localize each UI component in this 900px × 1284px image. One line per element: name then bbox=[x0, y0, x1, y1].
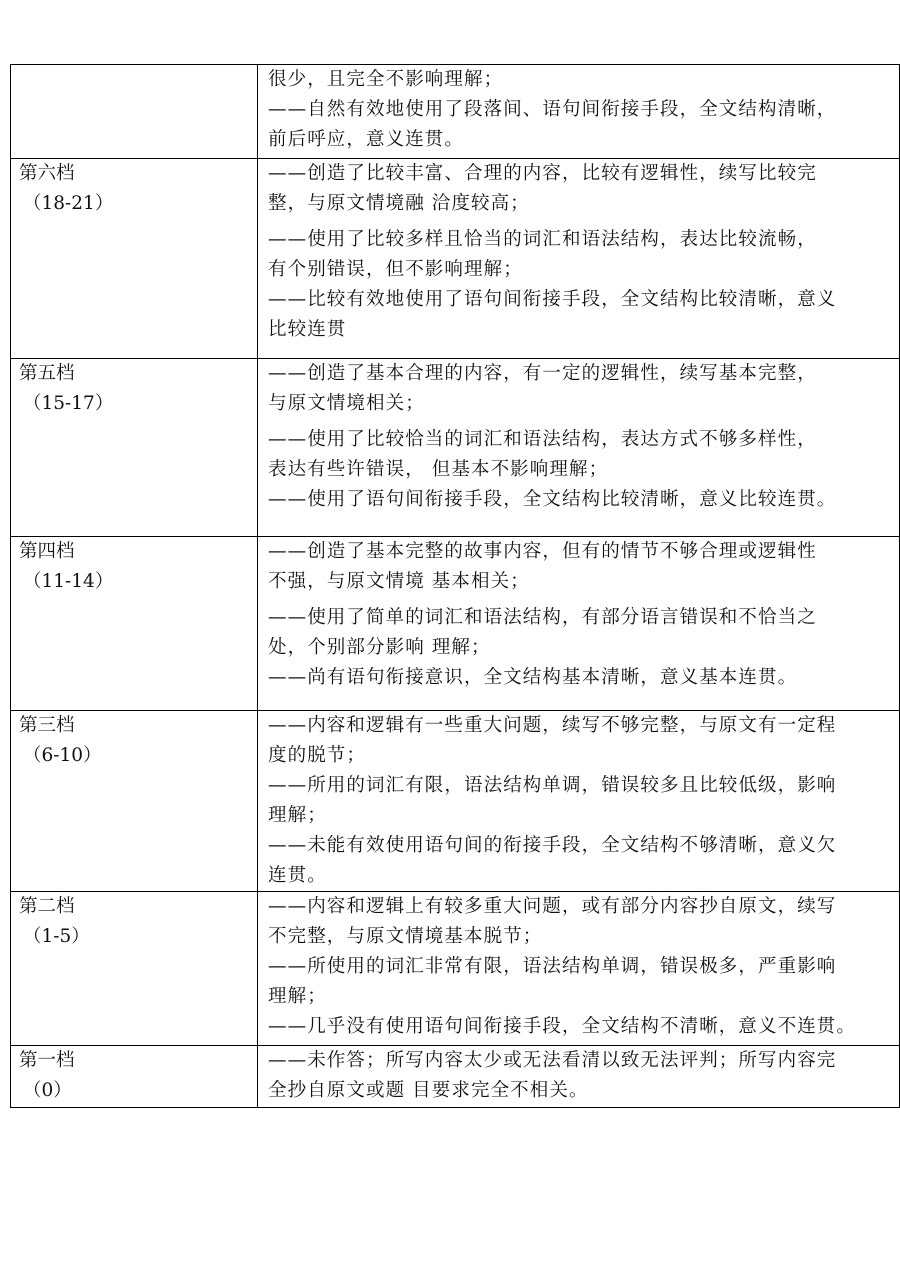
description-line: 很少，且完全不影响理解； bbox=[268, 69, 504, 90]
rubric-row-level-5 bbox=[11, 359, 900, 537]
level-name: 第五档 bbox=[19, 363, 75, 384]
description-line: 全抄自原文或题 目要求完全不相关。 bbox=[268, 1080, 589, 1101]
level-score-range: （18-21） bbox=[23, 193, 114, 214]
description-line: 理解； bbox=[268, 986, 327, 1007]
level-name: 第一档 bbox=[19, 1050, 75, 1071]
description-line: 前后呼应，意义连贯。 bbox=[268, 129, 465, 150]
description-line: 度的脱节； bbox=[268, 745, 367, 766]
description-line: ——几乎没有使用语句间衔接手段，全文结构不清晰，意义不连贯。 bbox=[268, 1016, 857, 1037]
description-line: 与原文情境相关； bbox=[268, 393, 425, 414]
level-cell bbox=[11, 159, 258, 359]
description-cell bbox=[258, 711, 900, 892]
level-name: 第二档 bbox=[19, 896, 75, 917]
level-name: 第三档 bbox=[19, 715, 75, 736]
description-line: 整，与原文情境融 洽度较高； bbox=[268, 193, 530, 214]
rubric-row-level-2 bbox=[11, 892, 900, 1046]
description-line: ——创造了基本合理的内容，有一定的逻辑性，续写基本完整， bbox=[268, 363, 817, 384]
description-cell bbox=[258, 1046, 900, 1108]
description-line: ——使用了比较恰当的词汇和语法结构，表达方式不够多样性， bbox=[268, 429, 817, 450]
description-cell bbox=[258, 359, 900, 537]
description-line: 有个别错误，但不影响理解； bbox=[268, 259, 523, 280]
description-line: ——内容和逻辑有一些重大问题，续写不够完整，与原文有一定程 bbox=[268, 715, 837, 736]
description-line: 不完整，与原文情境基本脱节； bbox=[268, 926, 543, 947]
description-line: ——未作答；所写内容太少或无法看清以致无法评判；所写内容完 bbox=[268, 1050, 837, 1071]
description-line: 处，个别部分影响 理解； bbox=[268, 637, 491, 658]
level-score-range: （0） bbox=[23, 1080, 72, 1101]
description-cell bbox=[258, 159, 900, 359]
rubric-row-level-3 bbox=[11, 711, 900, 892]
level-score-range: （1-5） bbox=[23, 926, 90, 947]
description-line: 表达有些许错误， 但基本不影响理解； bbox=[268, 459, 609, 480]
description-line: ——未能有效使用语句间的衔接手段，全文结构不够清晰，意义欠 bbox=[268, 835, 837, 856]
level-score-range: （15-17） bbox=[23, 393, 114, 414]
description-cell bbox=[258, 537, 900, 711]
description-line: 不强，与原文情境 基本相关； bbox=[268, 571, 530, 592]
level-name: 第六档 bbox=[19, 163, 75, 184]
level-name: 第四档 bbox=[19, 541, 75, 562]
description-line: ——自然有效地使用了段落间、语句间衔接手段，全文结构清晰， bbox=[268, 99, 837, 120]
description-cell bbox=[258, 892, 900, 1046]
level-score-range: （6-10） bbox=[23, 745, 102, 766]
description-line: 理解； bbox=[268, 805, 327, 826]
description-line: ——所使用的词汇非常有限，语法结构单调，错误极多，严重影响 bbox=[268, 956, 837, 977]
rubric-row-level-4 bbox=[11, 537, 900, 711]
scoring-rubric-table bbox=[10, 64, 900, 1108]
rubric-row-level-6 bbox=[11, 159, 900, 359]
level-cell bbox=[11, 65, 258, 159]
rubric-row-level-1 bbox=[11, 1046, 900, 1108]
description-line: ——比较有效地使用了语句间衔接手段，全文结构比较清晰，意义 bbox=[268, 289, 837, 310]
level-score-range: （11-14） bbox=[23, 571, 114, 592]
description-line: ——使用了简单的词汇和语法结构，有部分语言错误和不恰当之 bbox=[268, 607, 817, 628]
rubric-row-continued bbox=[11, 65, 900, 159]
description-line: ——创造了比较丰富、合理的内容，比较有逻辑性，续写比较完 bbox=[268, 163, 817, 184]
description-line: 比较连贯 bbox=[268, 319, 347, 340]
description-line: ——内容和逻辑上有较多重大问题，或有部分内容抄自原文，续写 bbox=[268, 896, 837, 917]
description-line: ——使用了语句间衔接手段，全文结构比较清晰，意义比较连贯。 bbox=[268, 489, 837, 510]
level-cell bbox=[11, 537, 258, 711]
description-line: ——创造了基本完整的故事内容，但有的情节不够合理或逻辑性 bbox=[268, 541, 817, 562]
description-line: ——尚有语句衔接意识，全文结构基本清晰，意义基本连贯。 bbox=[268, 667, 798, 688]
level-cell bbox=[11, 359, 258, 537]
level-cell bbox=[11, 711, 258, 892]
description-line: ——所用的词汇有限，语法结构单调，错误较多且比较低级，影响 bbox=[268, 775, 837, 796]
description-cell bbox=[258, 65, 900, 159]
description-line: 连贯。 bbox=[268, 865, 327, 886]
level-cell bbox=[11, 1046, 258, 1108]
description-line: ——使用了比较多样且恰当的词汇和语法结构，表达比较流畅， bbox=[268, 229, 817, 250]
level-cell bbox=[11, 892, 258, 1046]
